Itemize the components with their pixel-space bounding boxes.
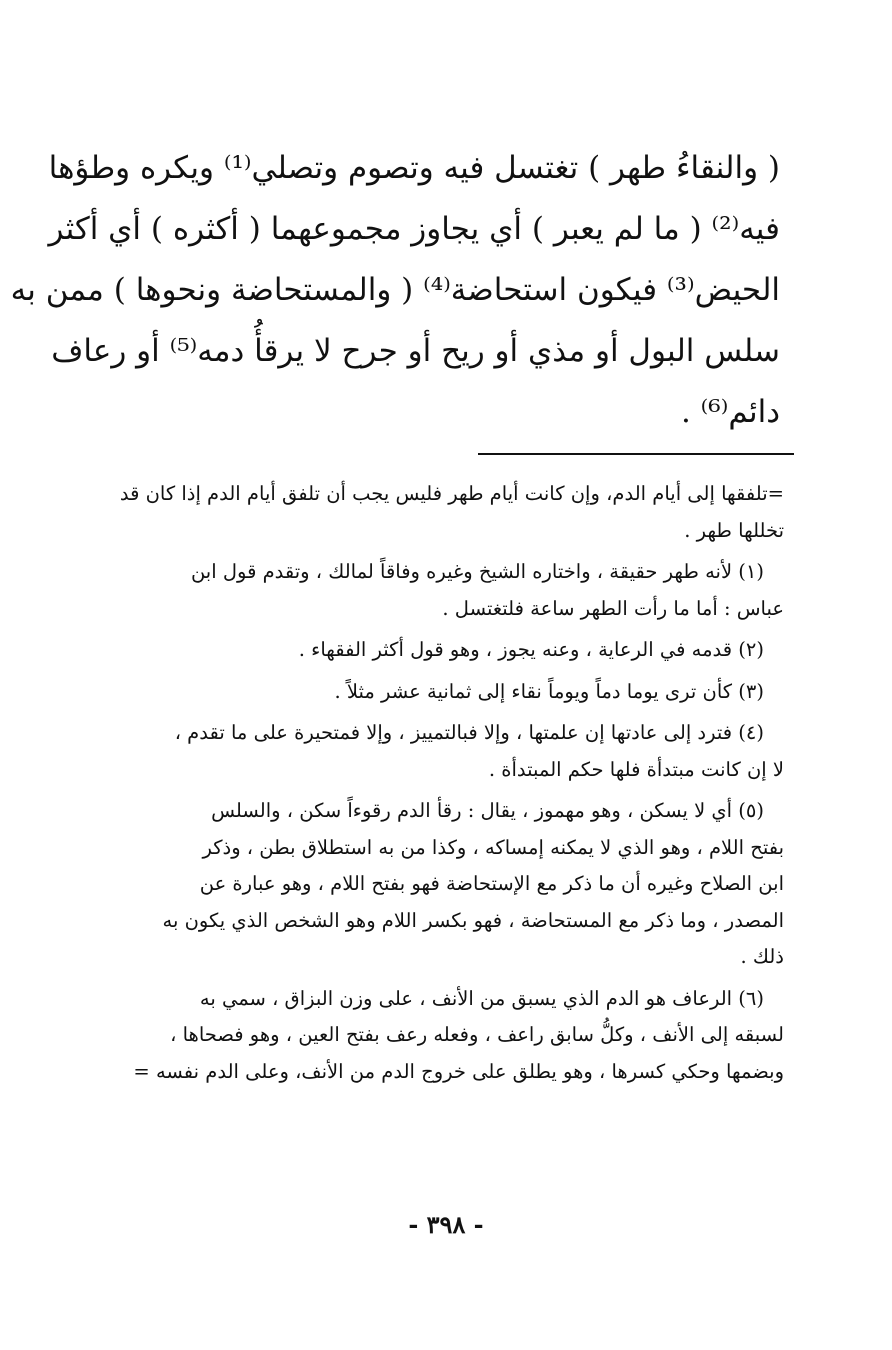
footnote-line: (١) لأنه طهر حقيقة ، واختاره الشيخ وغيره وفاقاً لمالك ، وتقدم قول ابن: [190, 560, 764, 583]
footnote-line: عباس : أما ما رأت الطهر ساعة فلتغتسل .: [442, 596, 784, 620]
footnote-6: [58, 981, 784, 1091]
footnote-line: (٥) أي لا يسكن ، وهو مهموز ، يقال : رقأ الدم رقوءاً سكن ، والسلس: [211, 799, 764, 822]
footnote-line: ابن الصلاح وغيره أن ما ذكر مع الإستحاضة فهو بفتح اللام ، وهو عبارة عن: [199, 872, 784, 895]
footnote-2: [58, 632, 784, 669]
footnote-line: (٢) قدمه في الرعاية ، وعنه يجوز ، وهو قول أكثر الفقهاء .: [298, 638, 764, 661]
page-number: - ٣٩٨ -: [408, 1210, 484, 1239]
footnote-line: تخللها طهر .: [684, 518, 784, 542]
footnote-3: [58, 674, 784, 711]
main-text-line: دائم⁽⁶⁾ .: [680, 394, 780, 430]
footnote-line: ذلك .: [740, 945, 784, 968]
footnotes-section: [58, 476, 784, 1095]
main-text-line: فيه⁽²⁾ ( ما لم يعبر ) أي يجاوز مجموعهما ( أكثره ) أي أكثر: [48, 211, 780, 247]
footnote-line: (٤) فترد إلى عادتها إن علمتها ، وإلا فبالتمييز ، وإلا فمتحيرة على ما تقدم ،: [174, 721, 764, 744]
main-text-line: ( والنقاءُ طهر ) تغتسل فيه وتصوم وتصلي⁽¹⁾ ويكره وطؤها: [48, 150, 780, 186]
footnote-line: وبضمها وحكي كسرها ، وهو يطلق على خروج الدم من الأنف، وعلى الدم نفسه =: [133, 1059, 784, 1083]
main-text-block: [10, 138, 780, 443]
main-text-line: سلس البول أو مذي أو ريح أو جرح لا يرقأُ دمه⁽⁵⁾ أو رعاف: [51, 333, 780, 369]
footnote-5: [58, 793, 784, 976]
footnote-line: (٣) كأن ترى يوما دماً ويوماً نقاء إلى ثمانية عشر مثلاً .: [334, 679, 764, 703]
footnote-line: المصدر ، وما ذكر مع المستحاضة ، فهو بكسر اللام وهو الشخص الذي يكون به: [162, 908, 784, 932]
footnote-line: بفتح اللام ، وهو الذي لا يمكنه إمساكه ، وكذا من به استطلاق بطن ، وذكر: [202, 835, 784, 859]
footnote-4: [58, 715, 784, 788]
footnote-continuation: [58, 476, 784, 549]
footnote-divider: [478, 453, 794, 455]
footnote-line: =تلفقها إلى أيام الدم، وإن كانت أيام طهر فليس يجب أن تلفق أيام الدم إذا كان قد: [119, 482, 784, 505]
footnote-line: لا إن كانت مبتدأة فلها حكم المبتدأة .: [488, 757, 784, 781]
footnote-line: لسبقه إلى الأنف ، وكلُّ سابق راعف ، وفعله رعف بفتح العين ، وهو فصحاها ،: [170, 1023, 784, 1046]
footnote-line: (٦) الرعاف هو الدم الذي يسبق من الأنف ، على وزن البزاق ، سمي به: [199, 986, 764, 1010]
main-text-line: الحيض⁽³⁾ فيكون استحاضة⁽⁴⁾ ( والمستحاضة ونحوها ) ممن به: [10, 272, 780, 308]
footnote-1: [58, 554, 784, 627]
